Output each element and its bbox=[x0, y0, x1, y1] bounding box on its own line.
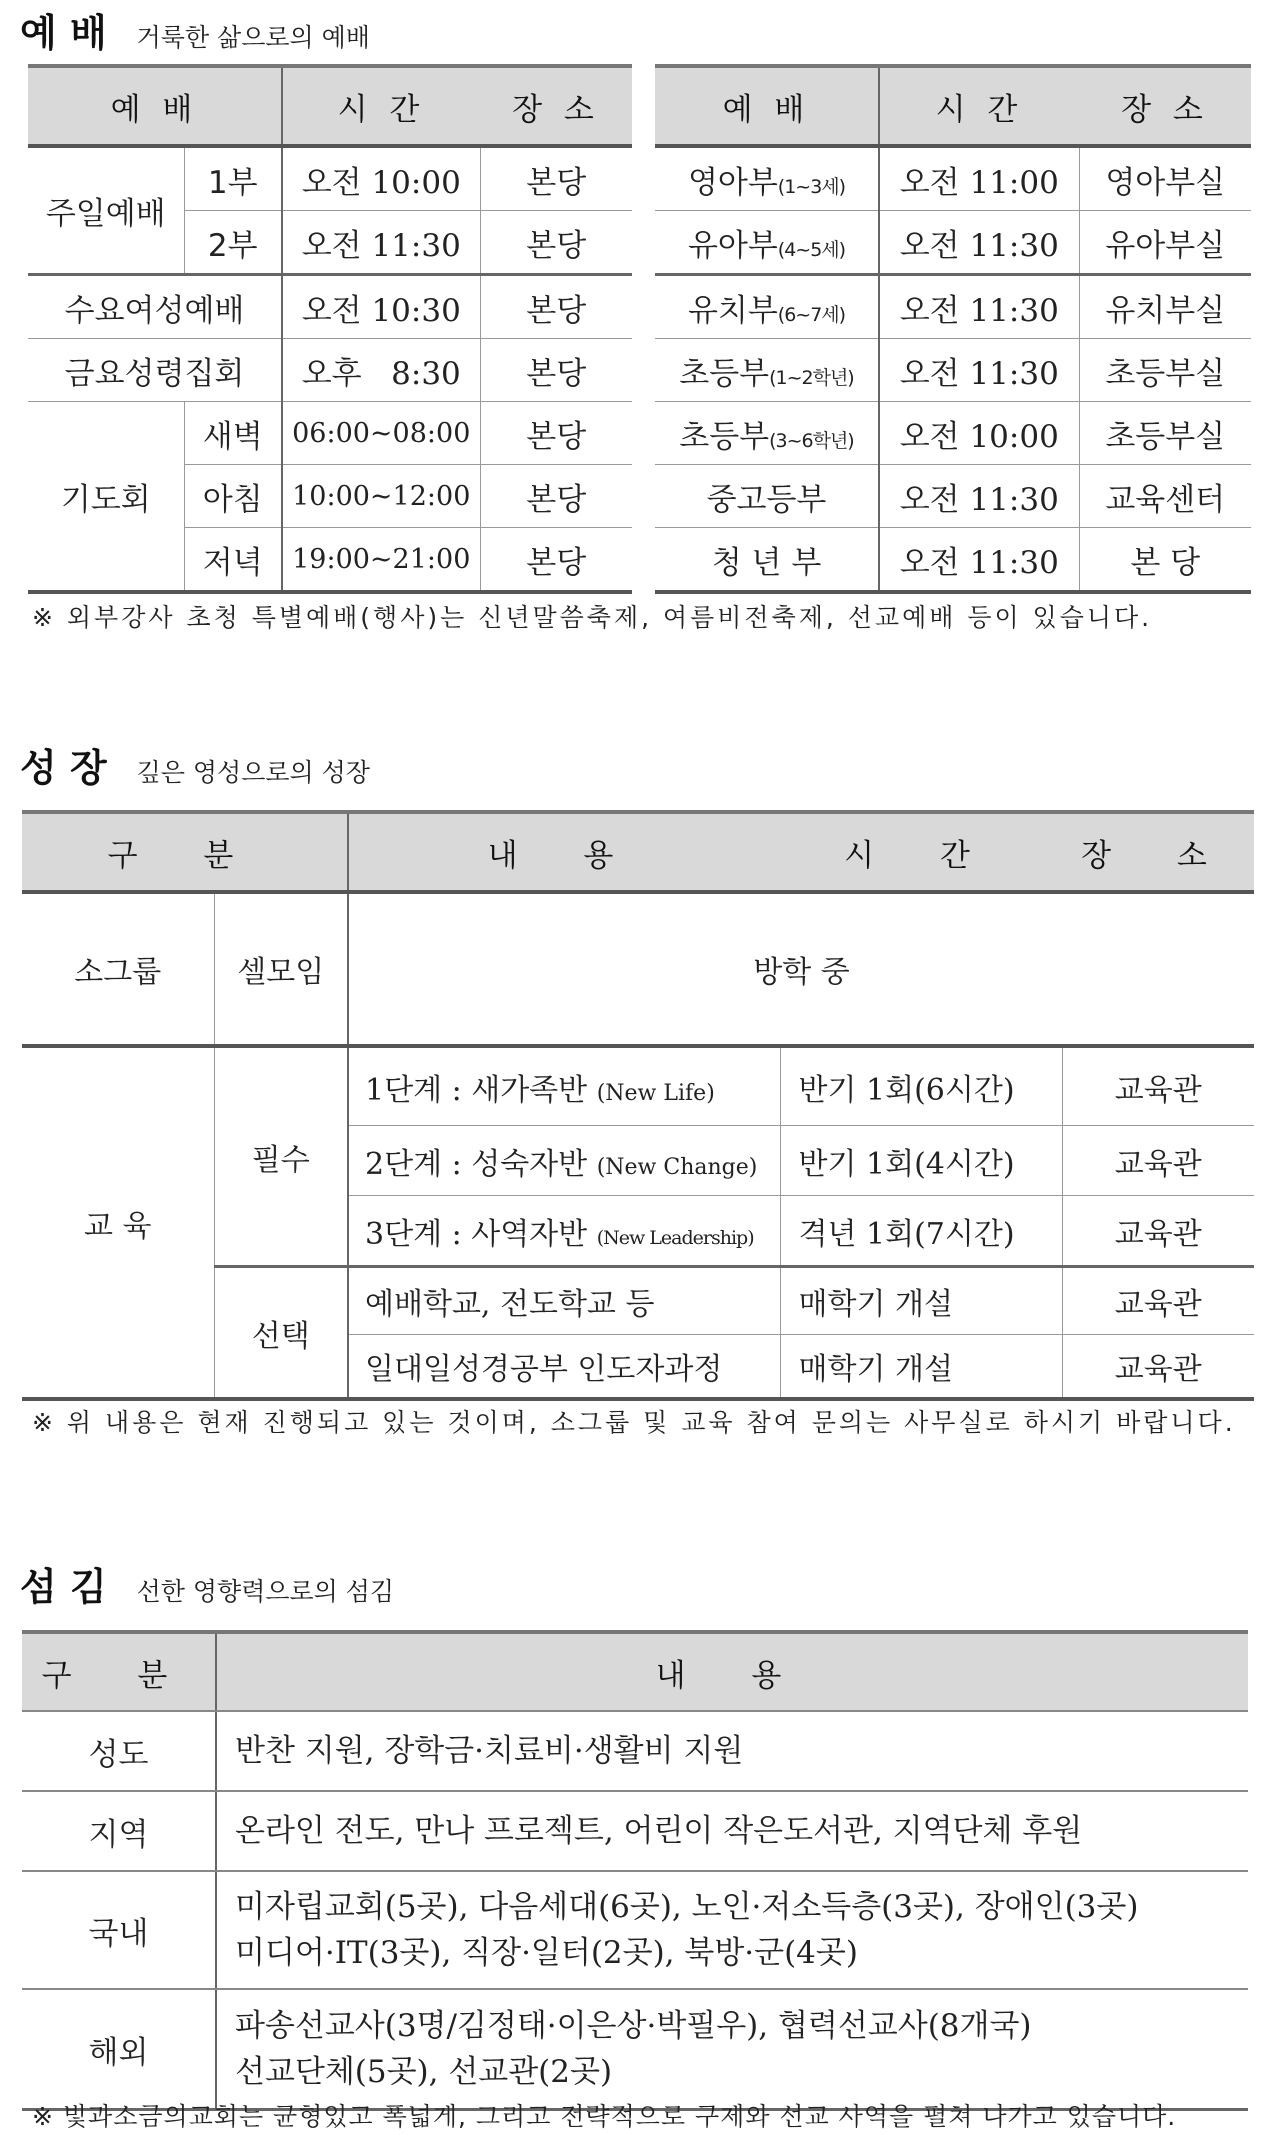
course-name: 1단계 : 새가족반 bbox=[365, 1072, 588, 1108]
dept-age: (4~5세) bbox=[777, 238, 846, 261]
header-place: 장 소 bbox=[480, 66, 632, 146]
service-header-content: 내 용 bbox=[216, 1632, 1248, 1711]
service-content-members bbox=[216, 1711, 1248, 1791]
dept-time: 오전 11:30 bbox=[879, 211, 1079, 275]
dept-name: 영아부 bbox=[687, 164, 778, 201]
wednesday-label: 수요여성예배 bbox=[28, 275, 282, 339]
required-content-3 bbox=[348, 1196, 780, 1267]
growth-table bbox=[22, 810, 1254, 1401]
service-content-domestic bbox=[216, 1871, 1248, 1989]
dept-header-worship: 예 배 bbox=[655, 66, 879, 146]
elective-time-2: 매학기 개설 bbox=[780, 1335, 1062, 1400]
growth-title: 성 장 bbox=[20, 746, 107, 790]
dept-row bbox=[655, 528, 879, 593]
required-content-1 bbox=[348, 1046, 780, 1126]
adult-worship-table bbox=[28, 64, 632, 594]
smallgroup-content: 방학 중 bbox=[348, 892, 1254, 1046]
service-title: 섬 김 bbox=[20, 1565, 107, 1609]
elective-place-2: 교육관 bbox=[1062, 1335, 1254, 1400]
growth-header-content: 내 용 bbox=[348, 812, 780, 892]
dept-place: 초등부실 bbox=[1079, 339, 1251, 402]
sunday-place-1: 본당 bbox=[480, 146, 632, 211]
prayer-part-2: 아침 bbox=[184, 465, 282, 528]
course-name: 2단계 : 성숙자반 bbox=[365, 1146, 588, 1182]
friday-time: 오후 8:30 bbox=[282, 339, 480, 402]
header-worship: 예 배 bbox=[28, 66, 282, 146]
dept-row bbox=[655, 146, 879, 211]
wednesday-time: 오전 10:30 bbox=[282, 275, 480, 339]
dept-age: (6~7세) bbox=[777, 303, 846, 326]
dept-place: 유아부실 bbox=[1079, 211, 1251, 275]
required-place-1: 교육관 bbox=[1062, 1046, 1254, 1126]
dept-header-place: 장 소 bbox=[1079, 66, 1251, 146]
sunday-time-1: 오전 10:00 bbox=[282, 146, 480, 211]
content-line: 온라인 전도, 만나 프로젝트, 어린이 작은도서관, 지역단체 후원 bbox=[235, 1813, 1083, 1849]
elective-content-2: 일대일성경공부 인도자과정 bbox=[348, 1335, 780, 1400]
elective-content-1: 예배학교, 전도학교 등 bbox=[348, 1267, 780, 1335]
dept-row bbox=[655, 211, 879, 275]
course-eng: (New Leadership) bbox=[596, 1226, 754, 1249]
required-place-2: 교육관 bbox=[1062, 1126, 1254, 1196]
prayer-time-3: 19:00~21:00 bbox=[282, 528, 480, 593]
content-line: 파송선교사(3명/김정태·이은상·박필우), 협력선교사(8개국) bbox=[235, 2008, 1032, 2044]
dept-age: (3~6학년) bbox=[769, 429, 854, 452]
dept-place: 영아부실 bbox=[1079, 146, 1251, 211]
dept-place: 교육센터 bbox=[1079, 465, 1251, 528]
dept-name: 유치부 bbox=[687, 292, 778, 329]
required-label: 필수 bbox=[214, 1046, 348, 1267]
service-category-overseas: 해외 bbox=[22, 1989, 216, 2110]
sunday-time-2: 오전 11:30 bbox=[282, 211, 480, 275]
prayer-part-1: 새벽 bbox=[184, 402, 282, 465]
required-place-3: 교육관 bbox=[1062, 1196, 1254, 1267]
prayer-time-2: 10:00~12:00 bbox=[282, 465, 480, 528]
service-header-category: 구 분 bbox=[22, 1632, 216, 1711]
dept-place: 초등부실 bbox=[1079, 402, 1251, 465]
dept-time: 오전 11:30 bbox=[879, 465, 1079, 528]
content-line: 반찬 지원, 장학금·치료비·생활비 지원 bbox=[235, 1733, 744, 1769]
service-content-overseas bbox=[216, 1989, 1248, 2110]
dept-time: 오전 11:30 bbox=[879, 528, 1079, 593]
content-line: 미자립교회(5곳), 다음세대(6곳), 노인·저소득층(3곳), 장애인(3곳) bbox=[235, 1889, 1139, 1925]
service-table bbox=[22, 1630, 1248, 2111]
sunday-part-1: 1부 bbox=[184, 146, 282, 211]
dept-name: 초등부 bbox=[679, 418, 770, 455]
worship-title: 예 배 bbox=[20, 11, 107, 55]
content-line: 미디어·IT(3곳), 직장·일터(2곳), 북방·군(4곳) bbox=[235, 1935, 858, 1971]
dept-time: 오전 10:00 bbox=[879, 402, 1079, 465]
dept-header-time: 시 간 bbox=[879, 66, 1079, 146]
dept-row bbox=[655, 465, 879, 528]
prayer-place-1: 본당 bbox=[480, 402, 632, 465]
dept-name: 유아부 bbox=[687, 227, 778, 264]
course-eng: (New Life) bbox=[596, 1080, 715, 1106]
sunday-part-2: 2부 bbox=[184, 211, 282, 275]
growth-header-category: 구 분 bbox=[22, 812, 348, 892]
prayer-place-3: 본당 bbox=[480, 528, 632, 593]
dept-name: 청 년 부 bbox=[711, 544, 822, 581]
header-time: 시 간 bbox=[282, 66, 480, 146]
dept-age: (1~2학년) bbox=[769, 366, 854, 389]
friday-label: 금요성령집회 bbox=[28, 339, 282, 402]
smallgroup-sub: 셀모임 bbox=[214, 892, 348, 1046]
smallgroup-category: 소그룹 bbox=[22, 892, 214, 1046]
dept-row bbox=[655, 402, 879, 465]
growth-subtitle: 깊은 영성으로의 성장 bbox=[136, 758, 370, 787]
prayer-label: 기도회 bbox=[28, 402, 184, 593]
dept-time: 오전 11:30 bbox=[879, 275, 1079, 339]
education-category: 교 육 bbox=[22, 1046, 214, 1399]
sunday-label: 주일예배 bbox=[28, 146, 184, 275]
growth-header-time: 시 간 bbox=[780, 812, 1062, 892]
dept-name: 초등부 bbox=[679, 355, 770, 392]
dept-place: 유치부실 bbox=[1079, 275, 1251, 339]
dept-time: 오전 11:30 bbox=[879, 339, 1079, 402]
course-eng: (New Change) bbox=[596, 1154, 758, 1180]
prayer-place-2: 본당 bbox=[480, 465, 632, 528]
worship-heading bbox=[20, 2, 370, 57]
dept-place: 본 당 bbox=[1079, 528, 1251, 593]
worship-note: ※ 외부강사 초청 특별예배(행사)는 신년말씀축제, 여름비전축제, 선교예배 등이 있습니다. bbox=[32, 603, 1153, 632]
required-time-3: 격년 1회(7시간) bbox=[780, 1196, 1062, 1267]
service-note: ※ 빛과소금의교회는 균형있고 폭넓게, 그리고 전략적으로 구제와 선교 사역을 펼쳐 나가고 있습니다. bbox=[32, 2102, 1177, 2131]
service-category-region: 지역 bbox=[22, 1791, 216, 1871]
service-subtitle: 선한 영향력으로의 섬김 bbox=[136, 1577, 395, 1606]
department-worship-table bbox=[655, 64, 1251, 594]
service-content-region bbox=[216, 1791, 1248, 1871]
dept-age: (1~3세) bbox=[777, 175, 846, 198]
friday-place: 본당 bbox=[480, 339, 632, 402]
prayer-part-3: 저녁 bbox=[184, 528, 282, 593]
service-category-domestic: 국내 bbox=[22, 1871, 216, 1989]
elective-time-1: 매학기 개설 bbox=[780, 1267, 1062, 1335]
service-heading bbox=[20, 1556, 394, 1611]
dept-row bbox=[655, 275, 879, 339]
dept-row bbox=[655, 339, 879, 402]
dept-name: 중고등부 bbox=[706, 481, 827, 518]
wednesday-place: 본당 bbox=[480, 275, 632, 339]
prayer-time-1: 06:00~08:00 bbox=[282, 402, 480, 465]
dept-time: 오전 11:00 bbox=[879, 146, 1079, 211]
worship-subtitle: 거룩한 삶으로의 예배 bbox=[136, 23, 370, 52]
service-category-members: 성도 bbox=[22, 1711, 216, 1791]
required-time-1: 반기 1회(6시간) bbox=[780, 1046, 1062, 1126]
content-line: 선교단체(5곳), 선교관(2곳) bbox=[235, 2054, 613, 2090]
growth-header-place: 장 소 bbox=[1062, 812, 1254, 892]
course-name: 3단계 : 사역자반 bbox=[365, 1216, 588, 1252]
required-content-2 bbox=[348, 1126, 780, 1196]
elective-label: 선택 bbox=[214, 1267, 348, 1400]
growth-note: ※ 위 내용은 현재 진행되고 있는 것이며, 소그룹 및 교육 참여 문의는 사무실로 하시기 바랍니다. bbox=[32, 1408, 1236, 1437]
required-time-2: 반기 1회(4시간) bbox=[780, 1126, 1062, 1196]
sunday-place-2: 본당 bbox=[480, 211, 632, 275]
elective-place-1: 교육관 bbox=[1062, 1267, 1254, 1335]
growth-heading bbox=[20, 737, 370, 792]
